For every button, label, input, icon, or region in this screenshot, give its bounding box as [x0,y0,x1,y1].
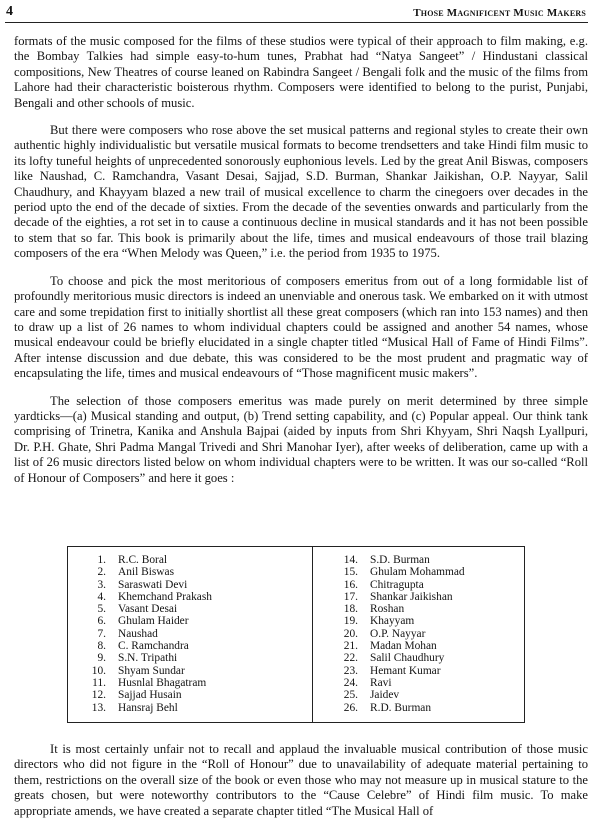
roll-entry [68,566,296,578]
column-divider [312,547,313,722]
roll-number: 6. [97,615,106,628]
composer-name: Chitragupta [370,578,424,591]
roll-entry [68,628,296,640]
roll-number: 10. [91,664,106,677]
composer-name: Husnlal Bhagatram [118,676,207,689]
roll-number: 25. [343,689,358,702]
composer-name: Vasant Desai [118,603,178,616]
paragraph: To choose and pick the most meritorious of composers emeritus from out of a long formidable list of profoundly meritorious music directors is indeed an unenviable and onerous task. We embarked on it with utmost care and some trepidation first to initially shortlist all these great composers (which ran into 153 names) and then to draw up a list of 26 names to whom individual chapters could be assigned and another 54 names, whose musical endeavour could be briefly elucidated in a single chapter titled “Musical Hall of Fame of Hindi Films”. After intense discussion and due debate, this was considered to be the most prudent and pragmatic way of encapsulating the life, times and musical endeavours of “Those magnificent music makers”. [14,273,588,381]
composer-name: C. Ramchandra [118,640,189,653]
composer-name: R.C. Boral [118,554,168,566]
body-text [14,34,588,498]
composer-name: Madan Mohan [370,640,437,653]
composer-name: S.N. Tripathi [118,652,178,665]
roll-entry [68,615,296,627]
composer-name: Saraswati Devi [118,578,188,591]
composer-name: O.P. Nayyar [370,627,426,640]
roll-entry [320,628,526,640]
composer-name: Shyam Sundar [118,664,185,677]
composer-name: Hemant Kumar [370,664,441,677]
roll-number: 24. [343,676,358,689]
roll-number: 12. [91,689,106,702]
roll-entry [68,579,296,591]
roll-entry [320,615,526,627]
composer-name: Ghulam Mohammad [370,566,465,579]
roll-entry [320,702,526,714]
roll-column-left [68,554,296,714]
roll-entry [320,665,526,677]
roll-number: 16. [343,578,358,591]
roll-number: 13. [91,701,106,714]
paragraph: formats of the music composed for the films of these studios were typical of their approach to film making, e.g. the Bombay Talkies had simple easy-to-hum tunes, Prabhat had “Natya Sangeet” / Hindustani classical compositions, New Theatres of course leaned on Rabindra Sangeet / Bengali folk and the music of the films from Lahore had their characteristic boisterous rhythm. Composers were identified to belong to the purist, Punjabi, Bengali and other schools of music. [14,34,588,110]
composer-name: Roshan [370,603,405,616]
roll-of-honour-box [67,546,525,723]
roll-number: 5. [97,603,106,616]
composer-name: R.D. Burman [370,701,432,714]
roll-number: 18. [343,603,358,616]
roll-number: 14. [343,554,358,566]
composer-name: Jaidev [370,689,400,702]
roll-number: 8. [97,640,106,653]
roll-entry [68,665,296,677]
roll-number: 15. [343,566,358,579]
roll-number: 3. [97,578,106,591]
composer-name: Ghulam Haider [118,615,189,628]
roll-entry [68,652,296,664]
roll-entry [68,591,296,603]
composer-name: Khayyam [370,615,415,628]
roll-number: 26. [343,701,358,714]
composer-name: Hansraj Behl [118,701,178,714]
paragraph: The selection of those composers emeritus was made purely on merit determined by three simple yardticks—(a) Musical standing and output, (b) Trend setting capability, and (c) Popular appeal. Our think tank comprising of Trinetra, Kanika and Anshula Bajpai (aided by inputs from Shri Khyyam, Shri Naqsh Lyallpuri, Dr. P.H. Ghate, Shri Padma Mangal Trivedi and Shri Manohar Iyer), after weeks of deliberation, came up with a list of 26 music directors listed below on whom individual chapters were to be written. It was our so-called “Roll of Honour of Composers” and here it goes : [14,393,588,485]
roll-number: 9. [97,652,106,665]
roll-entry [320,579,526,591]
roll-entry [68,554,296,566]
paragraph: But there were composers who rose above the set musical patterns and regional styles to create their own authentic highly individualistic but versatile musical formats to become trendsetters and take Hindi film music to its lofty tuneful heights of unprecedented sonorously euphonious levels. Led by the great Anil Biswas, composers like Naushad, C. Ramchandra, Vasant Desai, Sajjad, S.D. Burman, Shankar Jaikishan, O.P. Nayyar, Salil Chaudhury, and Khayyam blazed a new trail of musical excellence to charm the cinegoers over decades in the period upto the end of the decade of sixties. From the decade of the seventies onwards and particularly from the decade of the eighties, a rot set in to cause a continuous decline in musical standards and it has not been possible to stem that so far. This book is primarily about the life, times and musical endeavours of those trail blazing composers of the era “When Melody was Queen,” i.e. the period from 1935 to 1975. [14,123,588,261]
roll-entry [320,640,526,652]
page-header [5,4,588,23]
roll-column-right [320,554,526,714]
composer-name: Ravi [370,676,392,689]
roll-entry [320,566,526,578]
composer-name: S.D. Burman [370,554,430,566]
composer-name: Khemchand Prakash [118,590,212,603]
roll-entry [320,591,526,603]
roll-entry [320,689,526,701]
roll-number: 21. [343,640,358,653]
roll-number: 7. [97,627,106,640]
roll-number: 17. [343,590,358,603]
roll-number: 4. [97,590,106,603]
closing-text [14,742,588,819]
roll-entry [68,689,296,701]
composer-name: Shankar Jaikishan [370,590,453,603]
roll-entry [320,652,526,664]
roll-number: 22. [343,652,358,665]
roll-number: 1. [97,554,106,566]
roll-entry [320,554,526,566]
page-number: 4 [6,4,13,19]
roll-entry [68,677,296,689]
roll-number: 11. [92,676,106,689]
roll-entry [68,702,296,714]
roll-entry [68,603,296,615]
roll-entry [320,677,526,689]
composer-name: Sajjad Husain [118,689,182,702]
composer-name: Salil Chaudhury [370,652,445,665]
roll-number: 19. [343,615,358,628]
roll-number: 23. [343,664,358,677]
composer-name: Anil Biswas [118,566,175,579]
composer-name: Naushad [118,627,158,640]
roll-entry [320,603,526,615]
paragraph: It is most certainly unfair not to recall and applaud the invaluable musical contribution of those music directors who did not figure in the “Roll of Honour” due to unavailability of adequate material pertaining to them, restrictions on the overall size of the book or even those who may not measure up in musical stature to the greats chosen, but were noteworthy contributors to the “Cause Celebre” of Hindi film music. To make appropriate amends, we have created a separate chapter titled “The Musical Hall of [14,742,588,818]
roll-number: 20. [343,627,358,640]
roll-entry [68,640,296,652]
roll-number: 2. [97,566,106,579]
running-head: Those Magnificent Music Makers [413,7,586,19]
